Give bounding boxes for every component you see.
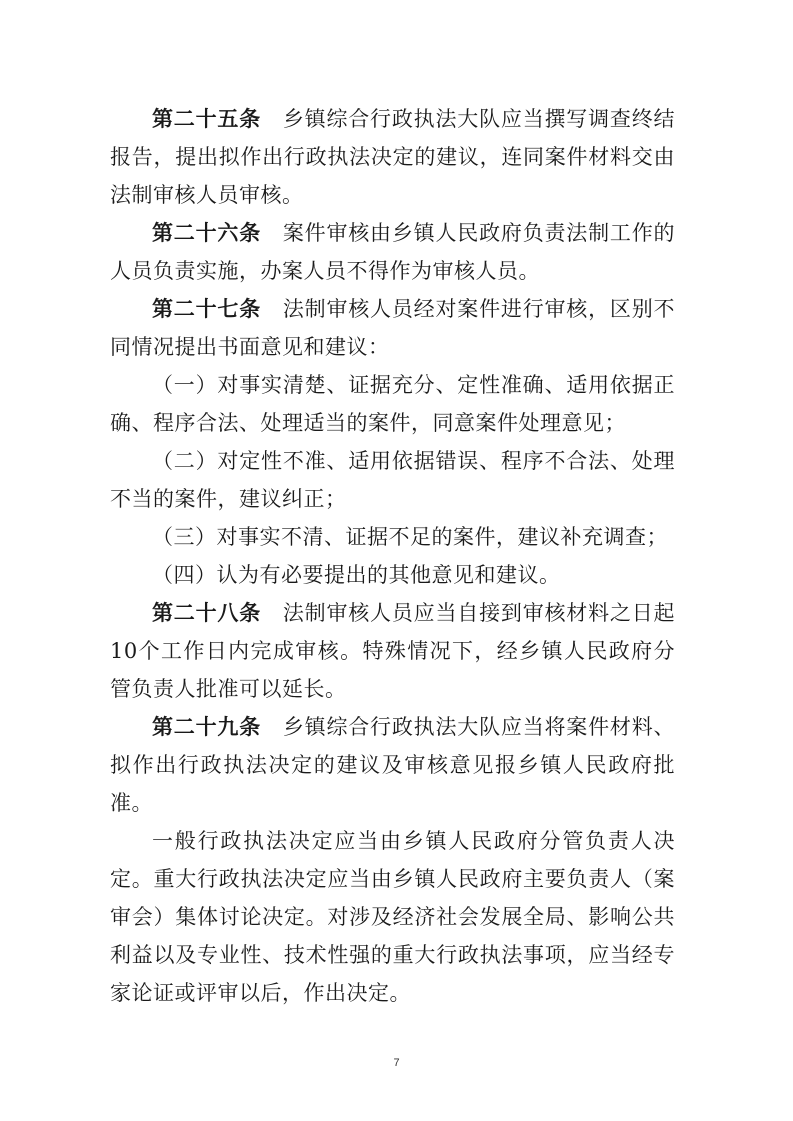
article-number: 第二十九条 (152, 714, 262, 739)
closing-paragraph: 一般行政执法决定应当由乡镇人民政府分管负责人决定。重大行政执法决定应当由乡镇人民政府主要负责人（案审会）集体讨论决定。对涉及经济社会发展全局、影响公共利益以及专业性、技术性强的重大行政执法事项，应当经专家论证或评审以后，作出决定。 (110, 829, 675, 1005)
list-item: （二）对定性不准、适用依据错误、程序不合法、处理不当的案件，建议纠正； (110, 449, 675, 511)
article-number: 第二十五条 (152, 106, 262, 131)
article-29 (110, 708, 675, 822)
article-28 (110, 594, 675, 708)
article-text: 法制审核人员经对案件进行审核，区别不同情况提出书面意见和建议： (110, 297, 676, 359)
page-number: 7 (393, 1057, 400, 1069)
article-number: 第二十七条 (152, 296, 262, 321)
list-item: （一）对事实清楚、证据充分、定性准确、适用依据正确、程序合法、处理适当的案件，同意案件处理意见； (110, 373, 675, 435)
document-page (110, 100, 675, 1012)
article-26 (110, 214, 675, 290)
article-text: 案件审核由乡镇人民政府负责法制工作的人员负责实施，办案人员不得作为审核人员。 (110, 221, 676, 283)
article-text: 乡镇综合行政执法大队应当撰写调查终结报告，提出拟作出行政执法决定的建议，连同案件材料交由法制审核人员审核。 (110, 107, 676, 207)
article-25 (110, 100, 675, 214)
list-item: （四）认为有必要提出的其他意见和建议。 (152, 563, 561, 587)
article-text: 法制审核人员应当自接到审核材料之日起10个工作日内完成审核。特殊情况下，经乡镇人民政府分管负责人批准可以延长。 (110, 601, 676, 701)
list-item: （三）对事实不清、证据不足的案件，建议补充调查； (152, 525, 668, 549)
article-number: 第二十六条 (152, 220, 262, 245)
article-27 (110, 290, 675, 366)
article-number: 第二十八条 (152, 600, 262, 625)
article-text: 乡镇综合行政执法大队应当将案件材料、拟作出行政执法决定的建议及审核意见报乡镇人民政府批准。 (110, 715, 676, 815)
